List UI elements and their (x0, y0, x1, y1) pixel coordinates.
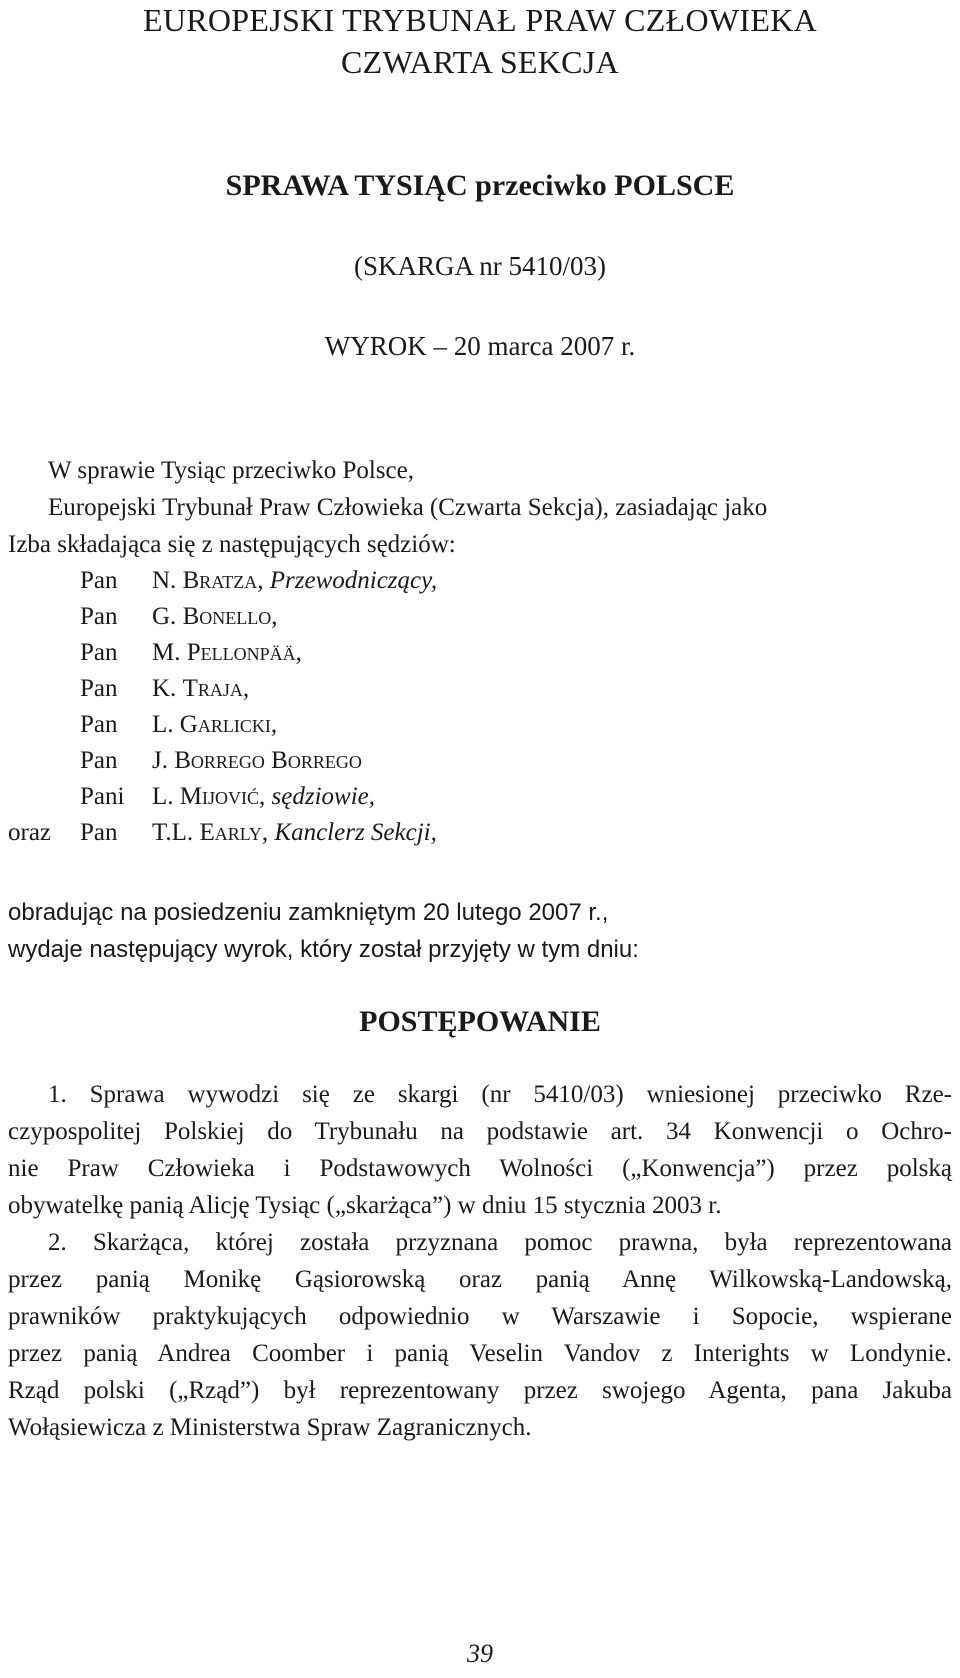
judge-surname: Early (199, 819, 262, 846)
judge-title: Pan (80, 675, 118, 702)
judge-title: Pan (80, 567, 118, 594)
page-number: 39 (467, 1639, 493, 1668)
judge-surname: Garlicki (179, 711, 271, 738)
judge-row (0, 636, 960, 670)
application-number: (SKARGA nr 5410/03) (353, 251, 606, 281)
judge-surname: Pellonpää (186, 639, 296, 666)
judge-title: Pan (80, 603, 118, 630)
judge-row (0, 708, 960, 742)
judge-suffix: , (271, 603, 278, 630)
judge-role: sędziowie, (265, 783, 375, 810)
judge-name (152, 672, 249, 706)
judge-surname: Traja (182, 675, 243, 702)
judge-initial: L. (152, 711, 174, 738)
judgment-date: WYROK – 20 marca 2007 r. (324, 331, 636, 361)
judge-initial: T.L. (152, 819, 194, 846)
judge-initial: M. (152, 639, 181, 666)
judge-title: Pani (80, 783, 125, 810)
judge-role: Kanclerz Sekcji, (268, 819, 437, 846)
judge-title: Pan (80, 639, 118, 666)
judge-row (0, 600, 960, 634)
judge-initial: K. (152, 675, 177, 702)
judge-row (0, 564, 960, 598)
judge-name (152, 636, 302, 670)
judge-suffix: , (242, 675, 250, 702)
court-section: CZWARTA SEKCJA (341, 44, 619, 80)
judge-row (0, 744, 960, 778)
judge-suffix: , (295, 639, 302, 666)
judge-surname: Mijović (179, 783, 260, 810)
deliberation-line-1: obradując na posiedzeniu zamkniętym 20 lutego 2007 r., (8, 899, 609, 926)
paragraph-line: Wołąsiewicza z Ministerstwa Spraw Zagranicznych. (8, 1414, 532, 1441)
judge-name (152, 564, 437, 598)
judge-initial: L. (152, 783, 174, 810)
judge-surname: Bonello (182, 603, 272, 630)
paragraph-line: 1. Sprawa wywodzi się ze skargi (nr 5410/03) wniesionej przeciwko Rze- (48, 1081, 952, 1108)
judge-name (152, 744, 362, 778)
paragraph-line: obywatelkę panią Alicję Tysiąc („skarżąca”) w dniu 15 stycznia 2003 r. (8, 1192, 722, 1219)
intro-line-2: Europejski Trybunał Praw Człowieka (Czwarta Sekcja), zasiadając jako (48, 494, 768, 521)
judge-suffix: , (257, 567, 264, 594)
judge-title: Pan (80, 819, 118, 846)
judge-row (0, 816, 960, 850)
court-name: EUROPEJSKI TRYBUNAŁ PRAW CZŁOWIEKA (142, 2, 818, 38)
judge-role: Przewodniczący, (263, 567, 438, 594)
judge-row (0, 672, 960, 706)
paragraph-line: przez panią Monikę Gąsiorowską oraz panią Annę Wilkowską-Landowską, (8, 1266, 952, 1293)
paragraph-line: przez panią Andrea Coomber i panią Veselin Vandov z Interights w Londynie. (8, 1340, 952, 1367)
intro-line-3: Izba składająca się z następujących sędziów: (8, 531, 456, 558)
section-heading: POSTĘPOWANIE (359, 1005, 601, 1038)
paragraph-line: Rząd polski („Rząd”) był reprezentowany przez swojego Agenta, pana Jakuba (8, 1377, 952, 1404)
judge-title: Pan (80, 747, 118, 774)
deliberation-line-2: wydaje następujący wyrok, który został przyjęty w tym dniu: (8, 936, 639, 963)
judge-name (152, 600, 277, 634)
judge-prefix: oraz (8, 819, 52, 846)
paragraph-line: nie Praw Człowieka i Podstawowych Wolności („Konwencja”) przez polską (8, 1155, 952, 1182)
judge-name (152, 816, 437, 850)
judge-suffix: , (270, 711, 278, 738)
intro-line-1: W sprawie Tysiąc przeciwko Polsce, (48, 457, 414, 484)
judge-suffix: , (259, 783, 266, 810)
judge-surname: Borrego Borrego (174, 747, 362, 774)
judge-title: Pan (80, 711, 118, 738)
paragraph-line: prawników praktykujących odpowiednio w Warszawie i Sopocie, wspierane (8, 1303, 952, 1330)
judge-initial: G. (152, 603, 177, 630)
judge-name (152, 708, 277, 742)
paragraph-line: czypospolitej Polskiej do Trybunału na podstawie art. 34 Konwencji o Ochro- (8, 1118, 952, 1145)
paragraph-line: 2. Skarżąca, której została przyznana pomoc prawna, była reprezentowana (48, 1229, 952, 1256)
judge-row (0, 780, 960, 814)
judge-name (152, 780, 375, 814)
case-title: SPRAWA TYSIĄC przeciwko POLSCE (225, 169, 735, 202)
judge-surname: Bratza (182, 567, 258, 594)
judge-initial: J. (152, 747, 168, 774)
judge-initial: N. (152, 567, 177, 594)
judge-suffix: , (261, 819, 269, 846)
